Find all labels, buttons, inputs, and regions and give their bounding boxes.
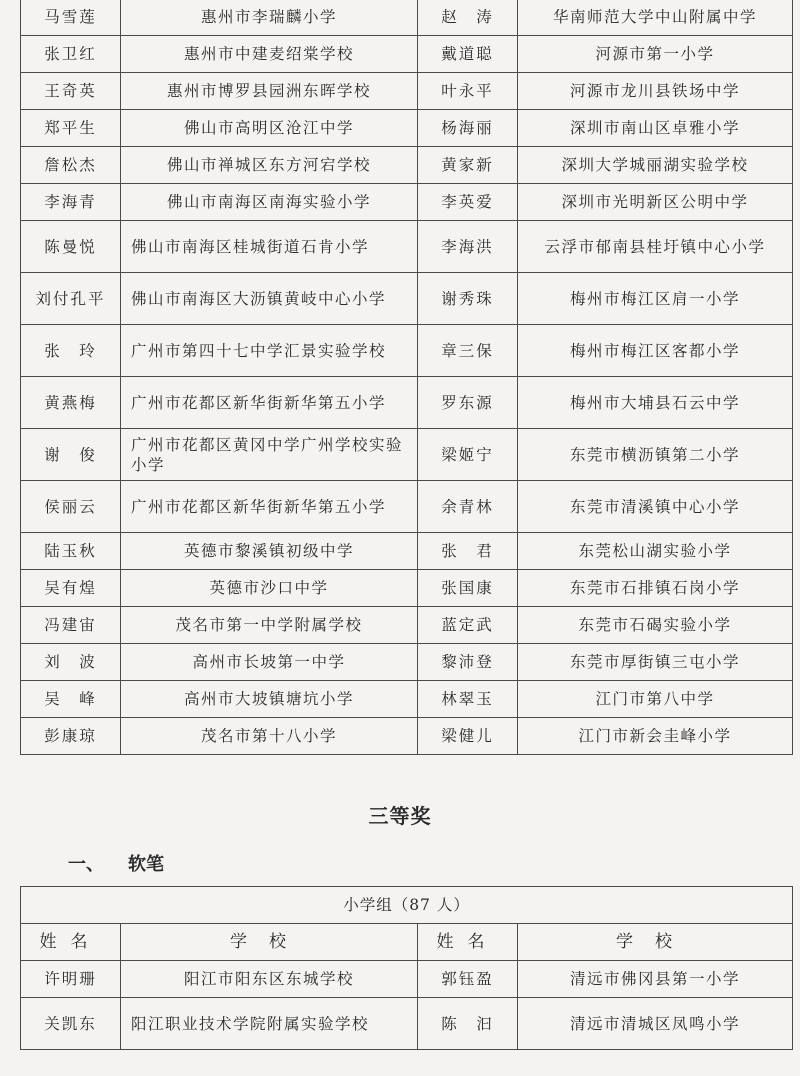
name-cell: 余青林 bbox=[418, 481, 518, 533]
name-cell: 梁健儿 bbox=[418, 718, 518, 755]
name-cell: 张 君 bbox=[418, 533, 518, 570]
name-cell: 戴道聪 bbox=[418, 36, 518, 73]
sub-heading-label: 软笔 bbox=[128, 854, 164, 875]
table-row bbox=[21, 147, 793, 184]
header-name: 姓名 bbox=[418, 924, 518, 961]
school-cell: 广州市花都区新华街新华第五小学 bbox=[121, 481, 418, 533]
name-cell: 黄燕梅 bbox=[21, 377, 121, 429]
name-cell: 章三保 bbox=[418, 325, 518, 377]
name-cell: 陆玉秋 bbox=[21, 533, 121, 570]
name-cell: 吴 峰 bbox=[21, 681, 121, 718]
school-cell: 惠州市李瑞麟小学 bbox=[121, 0, 418, 36]
school-cell: 梅州市大埔县石云中学 bbox=[518, 377, 793, 429]
table-row bbox=[21, 681, 793, 718]
school-cell: 河源市龙川县铁场中学 bbox=[518, 73, 793, 110]
name-cell: 蓝定武 bbox=[418, 607, 518, 644]
school-cell: 佛山市南海区大沥镇黄岐中心小学 bbox=[121, 273, 418, 325]
school-cell: 清远市清城区凤鸣小学 bbox=[518, 998, 793, 1050]
name-cell: 张国康 bbox=[418, 570, 518, 607]
name-cell: 梁姬宁 bbox=[418, 429, 518, 481]
table-row bbox=[21, 718, 793, 755]
table-row bbox=[21, 429, 793, 481]
name-cell: 罗东源 bbox=[418, 377, 518, 429]
name-cell: 关凯东 bbox=[21, 998, 121, 1050]
table-row bbox=[21, 184, 793, 221]
table-row bbox=[21, 110, 793, 147]
school-cell: 云浮市郁南县桂圩镇中心小学 bbox=[518, 221, 793, 273]
name-cell: 刘付孔平 bbox=[21, 273, 121, 325]
name-cell: 林翠玉 bbox=[418, 681, 518, 718]
name-cell: 陈 汩 bbox=[418, 998, 518, 1050]
school-cell: 惠州市中建麦绍棠学校 bbox=[121, 36, 418, 73]
name-cell: 杨海丽 bbox=[418, 110, 518, 147]
school-cell: 东莞市清溪镇中心小学 bbox=[518, 481, 793, 533]
section-title: 三等奖 bbox=[368, 804, 432, 828]
school-cell: 佛山市禅城区东方河宕学校 bbox=[121, 147, 418, 184]
table-row bbox=[21, 607, 793, 644]
school-cell: 深圳市南山区卓雅小学 bbox=[518, 110, 793, 147]
name-cell: 郑平生 bbox=[21, 110, 121, 147]
table-row bbox=[21, 481, 793, 533]
sub-heading-number: 一、 bbox=[68, 854, 104, 875]
school-cell: 东莞松山湖实验小学 bbox=[518, 533, 793, 570]
school-cell: 东莞市石碣实验小学 bbox=[518, 607, 793, 644]
school-cell: 梅州市梅江区客都小学 bbox=[518, 325, 793, 377]
group-title-row bbox=[21, 887, 793, 924]
name-cell: 张 玲 bbox=[21, 325, 121, 377]
table-row bbox=[21, 36, 793, 73]
school-cell: 高州市长坡第一中学 bbox=[121, 644, 418, 681]
name-cell: 吴有煌 bbox=[21, 570, 121, 607]
school-cell: 佛山市南海区桂城街道石肯小学 bbox=[121, 221, 418, 273]
name-cell: 张卫红 bbox=[21, 36, 121, 73]
school-cell: 佛山市南海区南海实验小学 bbox=[121, 184, 418, 221]
school-cell: 英德市沙口中学 bbox=[121, 570, 418, 607]
school-cell: 河源市第一小学 bbox=[518, 36, 793, 73]
name-cell: 詹松杰 bbox=[21, 147, 121, 184]
school-cell: 梅州市梅江区肩一小学 bbox=[518, 273, 793, 325]
name-cell: 郭钰盈 bbox=[418, 961, 518, 998]
third-prize-table bbox=[20, 886, 793, 1050]
school-cell: 广州市花都区黄冈中学广州学校实验小学 bbox=[121, 429, 418, 481]
school-cell: 佛山市高明区沧江中学 bbox=[121, 110, 418, 147]
school-cell: 东莞市横沥镇第二小学 bbox=[518, 429, 793, 481]
school-cell: 阳江市阳东区东城学校 bbox=[121, 961, 418, 998]
name-cell: 叶永平 bbox=[418, 73, 518, 110]
group-title: 小学组（87 人） bbox=[21, 887, 793, 924]
school-cell: 东莞市厚街镇三屯小学 bbox=[518, 644, 793, 681]
name-cell: 许明珊 bbox=[21, 961, 121, 998]
header-row bbox=[21, 924, 793, 961]
table-row bbox=[21, 377, 793, 429]
header-school: 学校 bbox=[518, 924, 793, 961]
name-cell: 冯建宙 bbox=[21, 607, 121, 644]
table-row bbox=[21, 0, 793, 36]
name-cell: 李海洪 bbox=[418, 221, 518, 273]
school-cell: 茂名市第一中学附属学校 bbox=[121, 607, 418, 644]
name-cell: 王奇英 bbox=[21, 73, 121, 110]
school-cell: 高州市大坡镇塘坑小学 bbox=[121, 681, 418, 718]
name-cell: 彭康琼 bbox=[21, 718, 121, 755]
school-cell: 东莞市石排镇石岗小学 bbox=[518, 570, 793, 607]
name-cell: 李英爱 bbox=[418, 184, 518, 221]
school-cell: 惠州市博罗县园洲东晖学校 bbox=[121, 73, 418, 110]
name-cell: 黎沛登 bbox=[418, 644, 518, 681]
sub-heading bbox=[68, 850, 164, 876]
table-row bbox=[21, 570, 793, 607]
name-cell: 马雪莲 bbox=[21, 0, 121, 36]
school-cell: 江门市第八中学 bbox=[518, 681, 793, 718]
school-cell: 英德市黎溪镇初级中学 bbox=[121, 533, 418, 570]
awards-table-continued bbox=[20, 0, 793, 755]
table-row bbox=[21, 998, 793, 1050]
school-cell: 深圳大学城丽湖实验学校 bbox=[518, 147, 793, 184]
name-cell: 谢秀珠 bbox=[418, 273, 518, 325]
header-school: 学校 bbox=[121, 924, 418, 961]
name-cell: 李海青 bbox=[21, 184, 121, 221]
header-name: 姓名 bbox=[21, 924, 121, 961]
name-cell: 谢 俊 bbox=[21, 429, 121, 481]
table-row bbox=[21, 644, 793, 681]
table-row bbox=[21, 221, 793, 273]
name-cell: 赵 涛 bbox=[418, 0, 518, 36]
table-row bbox=[21, 961, 793, 998]
school-cell: 广州市花都区新华街新华第五小学 bbox=[121, 377, 418, 429]
school-cell: 阳江职业技术学院附属实验学校 bbox=[121, 998, 418, 1050]
school-cell: 茂名市第十八小学 bbox=[121, 718, 418, 755]
name-cell: 黄家新 bbox=[418, 147, 518, 184]
school-cell: 深圳市光明新区公明中学 bbox=[518, 184, 793, 221]
table-row bbox=[21, 533, 793, 570]
table-row bbox=[21, 273, 793, 325]
name-cell: 刘 波 bbox=[21, 644, 121, 681]
table-row bbox=[21, 325, 793, 377]
table-row bbox=[21, 73, 793, 110]
school-cell: 江门市新会圭峰小学 bbox=[518, 718, 793, 755]
school-cell: 华南师范大学中山附属中学 bbox=[518, 0, 793, 36]
name-cell: 侯丽云 bbox=[21, 481, 121, 533]
name-cell: 陈曼悦 bbox=[21, 221, 121, 273]
school-cell: 广州市第四十七中学汇景实验学校 bbox=[121, 325, 418, 377]
school-cell: 清远市佛冈县第一小学 bbox=[518, 961, 793, 998]
